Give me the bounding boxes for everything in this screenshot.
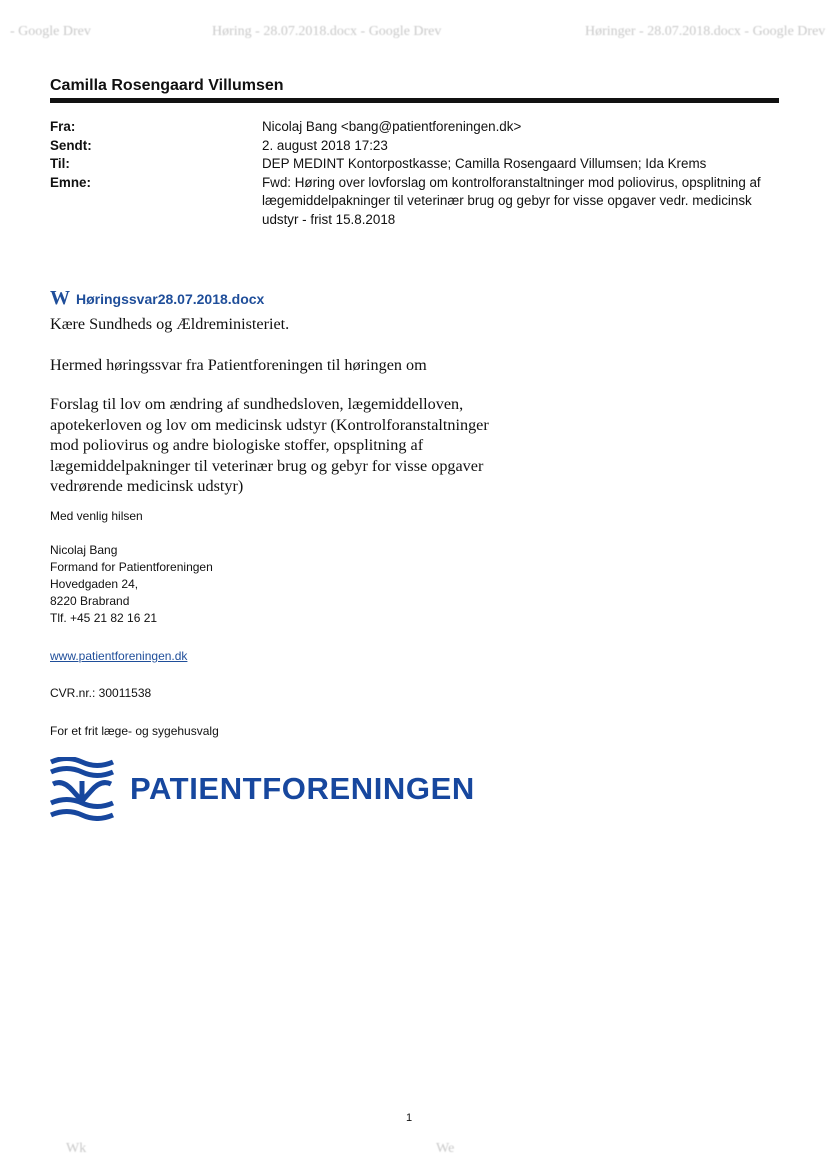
ghost-footer-left: Wk [66,1141,87,1156]
meta-row-to [50,155,790,174]
attachment-filename[interactable]: Høringssvar28.07.2018.docx [76,291,265,307]
signature-title: Formand for Patientforeningen [50,560,213,574]
closing: Med venlig hilsen [50,509,143,523]
ghost-header-left: - Google Drev [10,24,91,39]
logo-wordmark: PATIENTFORENINGEN [130,771,475,806]
word-document-icon: W [50,287,70,309]
meta-value-to: DEP MEDINT Kontorpostkasse; Camilla Rosengaard Villumsen; Ida Krems [262,156,707,171]
meta-label: Sendt: [50,137,92,153]
letter-body [50,314,520,497]
sender-name: Camilla Rosengaard Villumsen [50,77,284,94]
signature-name: Nicolaj Bang [50,543,118,557]
attachment-link[interactable] [50,287,264,310]
page-number: 1 [406,1112,413,1124]
ghost-header-right: Høringer - 28.07.2018.docx - Google Drev [585,24,826,39]
meta-value-subject: Fwd: Høring over lovforslag om kontrolforanstaltninger mod poliovirus, opsplitning af lægemiddelpakninger til veterinær brug og gebyr for visse opgaver vedr. medicinsk udstyr - frist 15.8.2018 [262,174,761,227]
signature-phone: Tlf. +45 21 82 16 21 [50,611,158,625]
email-metadata [50,118,790,229]
signature-block [50,542,450,627]
slogan: For et frit læge- og sygehusvalg [50,724,219,738]
meta-row-from [50,118,790,137]
wave-figure-icon [49,757,116,821]
meta-row-subject [50,174,790,230]
header-divider [50,98,779,103]
meta-label: Fra: [50,119,76,134]
meta-label: Emne: [50,174,91,190]
patientforeningen-logo [49,757,475,821]
cvr-number: CVR.nr.: 30011538 [50,686,152,700]
intro-paragraph: Hermed høringssvar fra Patientforeningen til høringen om [50,355,427,374]
greeting: Kære Sundheds og Ældreministeriet. [50,315,290,333]
website-link[interactable]: www.patientforeningen.dk [50,649,188,663]
ghost-header-mid: Høring - 28.07.2018.docx - Google Drev [212,24,442,39]
meta-label: Til: [50,156,70,171]
proposal-paragraph: Forslag til lov om ændring af sundhedsloven, lægemiddelloven, apotekerloven og lov om medicinsk udstyr (Kontrolforanstaltninger mod poliovirus og andre biologiske stoffer, opsplitning af lægemiddelpakninger til veterinær brug og gebyr for visse opgaver vedrørende medicinsk udstyr) [50,395,489,495]
ghost-footer-mid: We [436,1141,455,1156]
signature-city: 8220 Brabrand [50,594,130,608]
website-row [50,648,450,665]
signature-street: Hovedgaden 24, [50,577,139,591]
meta-value-from: Nicolaj Bang <bang@patientforeningen.dk> [262,119,522,134]
meta-value-sent: 2. august 2018 17:23 [262,137,388,153]
meta-row-sent [50,137,790,156]
